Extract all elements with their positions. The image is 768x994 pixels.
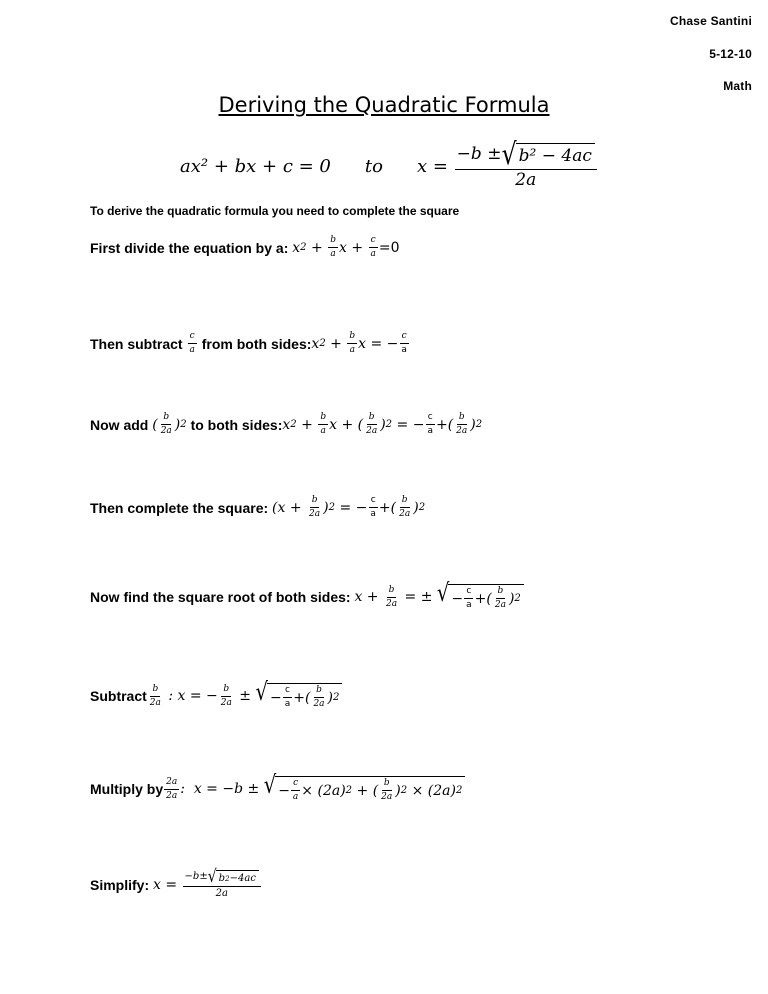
intro-text: To derive the quadratic formula you need to complete the square: [90, 204, 460, 218]
main-equation: [180, 138, 598, 194]
formula-denominator: 2a: [515, 169, 537, 190]
step-expression: x + $\frac{b}{2a}$ = ± √ − $\frac{c}{a}$ +( $\frac{b}{2a}$ ) 2: [354, 584, 523, 610]
formula-radicand: b² − 4ac: [516, 143, 595, 167]
step-label: Now add: [90, 416, 149, 433]
formula-lhs: x =: [416, 155, 448, 177]
step-divide: [90, 236, 400, 259]
step-square-root: [90, 578, 524, 610]
page-title: Deriving the Quadratic Formula: [218, 93, 550, 117]
step-subtract-fraction: [90, 677, 342, 709]
step-subtract: Then subtract $\frac{c}{a}$ from both sides: x 2 + $\frac{b}{a}$ x = − $\frac{c}{a}$: [90, 332, 410, 355]
step-add: Now add ( $\frac{b}{2a}$ ) 2 to both sides: x 2 + $\frac{b}{a}$ x + ( $\frac{b}{2a}$ ) 2 = − $\frac{c}{a}$ +( $\frac{b}{2a}$ ) 2: [90, 412, 483, 436]
step-simplify: [90, 867, 262, 899]
step-label-after: to both sides:: [190, 416, 283, 433]
step-expression: $\frac{2a}{2a}$ : x = −b ± √ − $\frac{c}{a}$ × (2a) 2 + ( $\frac{b}{2a}$ ) 2 × (2a) 2: [163, 776, 465, 802]
step-expression: x = −b± √ b 2 −4ac 2a: [153, 870, 262, 899]
step-label: Then complete the square:: [90, 499, 269, 516]
step-label: Multiply by: [90, 781, 164, 797]
step-expression: x 2 + $\frac{b}{a}$ x + $\frac{c}{a}$ =0: [292, 235, 400, 259]
step-label: Then subtract: [90, 335, 183, 352]
step-label: Now find the square root of both sides:: [90, 589, 351, 605]
quadratic-formula-fraction: [455, 136, 597, 190]
step-complete-square: [90, 496, 425, 519]
subject-label: Math: [723, 79, 752, 93]
author-name: Chase Santini: [670, 14, 752, 28]
formula-numerator-prefix: −b ±: [456, 144, 502, 165]
step-expression: $\frac{b}{2a}$ : x = − $\frac{b}{2a}$ ± √ − $\frac{c}{a}$ +( $\frac{b}{2a}$ ) 2: [147, 683, 343, 709]
step-multiply: [90, 770, 465, 802]
step-label: Simplify:: [90, 876, 150, 893]
connector-word: to: [364, 155, 383, 177]
step-expression: x 2 + $\frac{b}{a}$ x + ( $\frac{b}{2a}$ ) 2 = − $\frac{c}{a}$ +( $\frac{b}{2a}$ ) 2: [282, 412, 483, 436]
document-date: 5-12-10: [709, 47, 752, 61]
step-expression: x 2 + $\frac{b}{a}$ x = − $\frac{c}{a}$: [311, 331, 407, 355]
step-label: Subtract: [90, 688, 147, 704]
step-expression: (x + $\frac{b}{2a}$ ) 2 = − $\frac{c}{a}$ +( $\frac{b}{2a}$ ) 2: [272, 495, 426, 519]
standard-form: ax² + bx + c = 0: [180, 155, 331, 177]
formula-sqrt: √ b² − 4ac: [501, 143, 594, 167]
step-label-after: from both sides:: [201, 335, 312, 352]
step-label: First divide the equation by a:: [90, 239, 289, 256]
